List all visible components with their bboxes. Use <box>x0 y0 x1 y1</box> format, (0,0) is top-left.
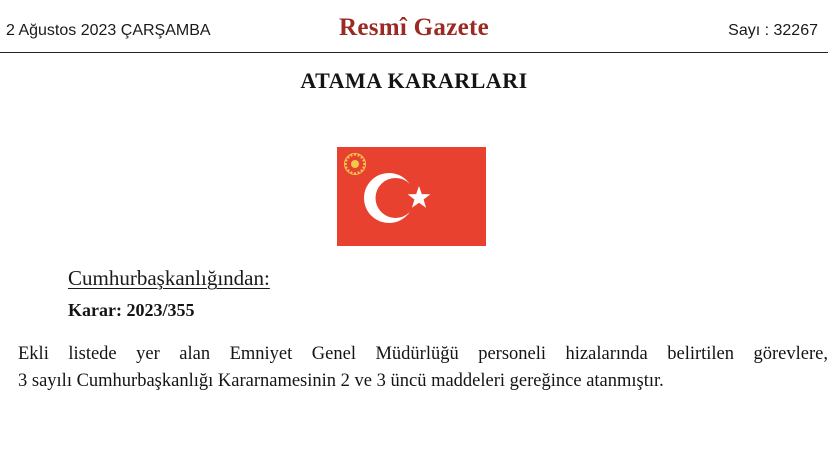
decree-body-line: Ekli listede yer alan Emniyet Genel Müdürlüğü personeli hizalarında belirtilen görevlere, <box>18 344 828 364</box>
seal-star <box>350 154 352 156</box>
seal-star <box>345 163 347 165</box>
seal-star <box>345 166 347 168</box>
gazette-title: Resmî Gazete <box>338 14 490 41</box>
seal-star <box>363 163 365 165</box>
seal-sun <box>351 160 359 168</box>
seal-star <box>354 172 356 174</box>
seal-star <box>350 171 352 173</box>
section-title: ATAMA KARARLARI <box>300 68 528 93</box>
seal-star <box>362 159 364 161</box>
issuing-institution: Cumhurbaşkanlığından: <box>68 266 270 290</box>
issue-number: Sayı : 32267 <box>728 22 818 39</box>
decision-number: Karar: 2023/355 <box>68 300 195 320</box>
seal-star <box>357 154 359 156</box>
seal-star <box>362 166 364 168</box>
header-divider <box>0 52 828 53</box>
gazette-header <box>0 0 828 56</box>
seal-star <box>357 171 359 173</box>
turkish-flag-icon <box>337 147 486 246</box>
seal-star <box>347 156 349 158</box>
crescent-inner <box>376 178 416 218</box>
decree-body-line: 3 sayılı Cumhurbaşkanlığı Kararnamesinin 2 ve 3 üncü maddeleri gereğince atanmıştır. <box>18 371 664 391</box>
seal-star <box>347 169 349 171</box>
publication-date: 2 Ağustos 2023 ÇARŞAMBA <box>6 22 211 39</box>
seal-star <box>360 156 362 158</box>
seal-star <box>345 159 347 161</box>
seal-star <box>360 169 362 171</box>
seal-star <box>354 154 356 156</box>
flag-graphic <box>337 147 486 246</box>
decree-body <box>18 341 828 395</box>
